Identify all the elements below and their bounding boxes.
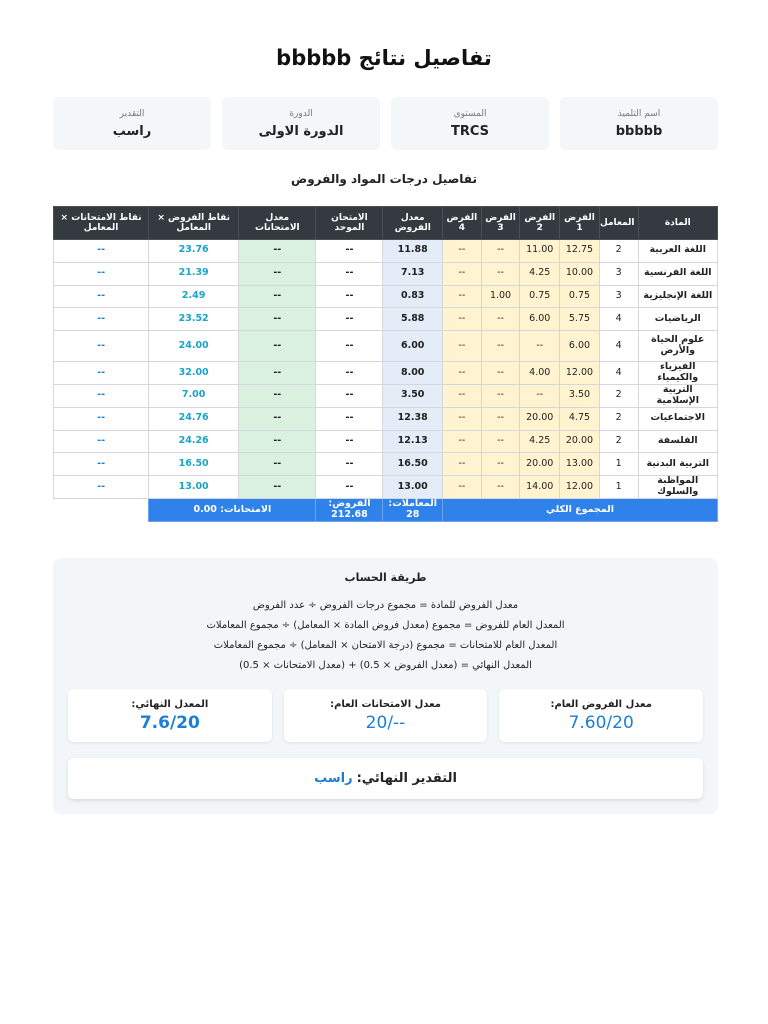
exams-average-cell: --	[239, 240, 316, 263]
test-points-cell: 23.76	[149, 240, 239, 263]
info-value: راسب	[112, 123, 152, 139]
subject-cell: التربية البدنية	[638, 453, 717, 476]
test1-cell: 12.75	[560, 240, 600, 263]
test2-cell: 6.00	[520, 308, 560, 331]
final-grade-card	[68, 758, 703, 799]
table-row	[54, 476, 718, 499]
info-card-grade	[53, 97, 211, 150]
coefficient-cell: 2	[599, 240, 638, 263]
test3-cell: --	[481, 476, 520, 499]
test2-cell: 4.25	[520, 430, 560, 453]
unified-exam-cell: --	[316, 453, 383, 476]
tests-average-cell: 13.00	[383, 476, 443, 499]
coefficient-cell: 4	[599, 362, 638, 385]
unified-exam-cell: --	[316, 407, 383, 430]
subject-cell: الفلسفة	[638, 430, 717, 453]
exam-points-cell: --	[54, 476, 149, 499]
test3-cell: 1.00	[481, 285, 520, 308]
test4-cell: --	[443, 362, 482, 385]
test1-cell: 0.75	[560, 285, 600, 308]
test4-cell: --	[443, 240, 482, 263]
exam-points-cell: --	[54, 331, 149, 362]
test2-cell: --	[520, 385, 560, 408]
exam-points-cell: --	[54, 453, 149, 476]
exams-average-cell: --	[239, 285, 316, 308]
test-points-cell: 32.00	[149, 362, 239, 385]
test2-cell: 20.00	[520, 453, 560, 476]
tests-average-cell: 11.88	[383, 240, 443, 263]
tests-average-cell: 16.50	[383, 453, 443, 476]
column-header: الفرض 1	[560, 207, 600, 240]
info-card-session	[222, 97, 380, 150]
test2-cell: 14.00	[520, 476, 560, 499]
total-row	[54, 499, 718, 522]
info-label: الدورة	[289, 108, 313, 119]
test3-cell: --	[481, 308, 520, 331]
test1-cell: 20.00	[560, 430, 600, 453]
formula-test-average: معدل الفروض للمادة = مجموع درجات الفروض ÷ عدد الفروض	[252, 600, 519, 611]
test3-cell: --	[481, 430, 520, 453]
test1-cell: 3.50	[560, 385, 600, 408]
calculation-panel	[53, 558, 718, 814]
formula-general-exam-average: المعدل العام للامتحانات = مجموع (درجة الامتحان × المعامل) ÷ مجموع المعاملات	[213, 640, 558, 651]
tests-average-cell: 0.83	[383, 285, 443, 308]
formula-final-average: المعدل النهائي = (معدل الفروض × 0.5) + (معدل الامتحانات × 0.5)	[239, 660, 532, 671]
subject-cell: الفيزياء والكيمياء	[638, 362, 717, 385]
info-label: التقدير	[119, 108, 145, 119]
unified-exam-cell: --	[316, 476, 383, 499]
exam-points-cell: --	[54, 240, 149, 263]
table-row	[54, 308, 718, 331]
section-title: تفاصيل درجات المواد والفروض	[291, 172, 477, 186]
test4-cell: --	[443, 476, 482, 499]
exams-average-cell: --	[239, 453, 316, 476]
result-value: --/20	[365, 712, 406, 733]
coefficient-cell: 4	[599, 308, 638, 331]
result-cards	[68, 689, 703, 742]
column-header: معدل الفروض	[383, 207, 443, 240]
test1-cell: 12.00	[560, 476, 600, 499]
tests-average-cell: 7.13	[383, 262, 443, 285]
test3-cell: --	[481, 331, 520, 362]
subject-cell: اللغة العربية	[638, 240, 717, 263]
formula-general-test-average: المعدل العام للفروض = مجموع (معدل فروض المادة × المعامل) ÷ مجموع المعاملات	[206, 620, 565, 631]
test2-cell: 11.00	[520, 240, 560, 263]
tests-average-cell: 3.50	[383, 385, 443, 408]
subject-cell: التربية الإسلامية	[638, 385, 717, 408]
info-value: TRCS	[450, 123, 490, 139]
test3-cell: --	[481, 240, 520, 263]
info-label: المستوى	[453, 108, 487, 119]
unified-exam-cell: --	[316, 308, 383, 331]
unified-exam-cell: --	[316, 262, 383, 285]
test1-cell: 13.00	[560, 453, 600, 476]
exams-average-cell: --	[239, 385, 316, 408]
coefficient-cell: 2	[599, 430, 638, 453]
exam-points-cell: --	[54, 362, 149, 385]
test1-cell: 12.00	[560, 362, 600, 385]
total-exams-cell: الامتحانات: 0.00	[149, 499, 316, 522]
student-info-cards	[53, 97, 718, 150]
exams-average-cell: --	[239, 262, 316, 285]
exam-points-cell: --	[54, 308, 149, 331]
final-grade-label: التقدير النهائي:	[356, 771, 457, 786]
info-label: اسم التلميذ	[617, 108, 661, 119]
exams-average-cell: --	[239, 407, 316, 430]
test2-cell: 4.25	[520, 262, 560, 285]
table-row	[54, 430, 718, 453]
unified-exam-cell: --	[316, 430, 383, 453]
test-points-cell: 24.00	[149, 331, 239, 362]
test4-cell: --	[443, 262, 482, 285]
test-points-cell: 2.49	[149, 285, 239, 308]
table-header-row	[54, 207, 718, 240]
calculation-title: طريقة الحساب	[344, 571, 427, 584]
result-value: 7.6/20	[139, 712, 200, 733]
column-header: المعامل	[599, 207, 638, 240]
test3-cell: --	[481, 385, 520, 408]
exams-average-cell: --	[239, 331, 316, 362]
tests-average-cell: 8.00	[383, 362, 443, 385]
test-points-cell: 23.52	[149, 308, 239, 331]
result-label: المعدل النهائي:	[131, 698, 209, 710]
table-row	[54, 407, 718, 430]
coefficient-cell: 1	[599, 476, 638, 499]
result-card-test-average	[499, 689, 703, 742]
subject-cell: الرياضيات	[638, 308, 717, 331]
test3-cell: --	[481, 407, 520, 430]
test-points-cell: 24.26	[149, 430, 239, 453]
column-header: المادة	[638, 207, 717, 240]
coefficient-cell: 2	[599, 407, 638, 430]
coefficient-cell: 3	[599, 285, 638, 308]
column-header: الفرض 4	[443, 207, 482, 240]
table-row	[54, 362, 718, 385]
info-card-level	[391, 97, 549, 150]
tests-average-cell: 12.38	[383, 407, 443, 430]
exam-points-cell: --	[54, 385, 149, 408]
table-row	[54, 285, 718, 308]
test2-cell: 0.75	[520, 285, 560, 308]
exam-points-cell: --	[54, 430, 149, 453]
coefficient-cell: 1	[599, 453, 638, 476]
exams-average-cell: --	[239, 362, 316, 385]
exams-average-cell: --	[239, 308, 316, 331]
unified-exam-cell: --	[316, 240, 383, 263]
test1-cell: 6.00	[560, 331, 600, 362]
table-row	[54, 262, 718, 285]
result-value: 7.60/20	[568, 712, 634, 733]
test2-cell: 4.00	[520, 362, 560, 385]
column-header: الفرض 3	[481, 207, 520, 240]
info-value: bbbbb	[615, 123, 663, 139]
coefficient-cell: 3	[599, 262, 638, 285]
tests-average-cell: 6.00	[383, 331, 443, 362]
test4-cell: --	[443, 453, 482, 476]
subject-cell: اللغة الفرنسية	[638, 262, 717, 285]
test-points-cell: 24.76	[149, 407, 239, 430]
exams-average-cell: --	[239, 476, 316, 499]
exams-average-cell: --	[239, 430, 316, 453]
final-grade-value: راسب	[314, 771, 353, 786]
total-coefficients-cell: المعاملات: 28	[383, 499, 443, 522]
coefficient-cell: 2	[599, 385, 638, 408]
test2-cell: --	[520, 331, 560, 362]
grades-table	[53, 206, 718, 522]
exam-points-cell: --	[54, 262, 149, 285]
table-row	[54, 385, 718, 408]
tests-average-cell: 5.88	[383, 308, 443, 331]
tests-average-cell: 12.13	[383, 430, 443, 453]
result-label: معدل الفروض العام:	[550, 698, 652, 710]
subject-cell: المواظبة والسلوك	[638, 476, 717, 499]
column-header: الامتحان الموحد	[316, 207, 383, 240]
unified-exam-cell: --	[316, 362, 383, 385]
subject-cell: الاجتماعيات	[638, 407, 717, 430]
column-header: الفرض 2	[520, 207, 560, 240]
total-label-cell: المجموع الكلي	[443, 499, 718, 522]
test2-cell: 20.00	[520, 407, 560, 430]
test4-cell: --	[443, 430, 482, 453]
test4-cell: --	[443, 308, 482, 331]
total-tests-cell: الفروض: 212.68	[316, 499, 383, 522]
table-row	[54, 240, 718, 263]
result-label: معدل الامتحانات العام:	[330, 698, 441, 710]
test-points-cell: 16.50	[149, 453, 239, 476]
result-card-final-average	[68, 689, 272, 742]
subject-cell: اللغة الإنجليزية	[638, 285, 717, 308]
test-points-cell: 7.00	[149, 385, 239, 408]
test1-cell: 5.75	[560, 308, 600, 331]
exam-points-cell: --	[54, 407, 149, 430]
column-header: معدل الامتحانات	[239, 207, 316, 240]
info-value: الدورة الاولى	[258, 123, 344, 139]
page-title: تفاصيل نتائج bbbbb	[276, 46, 492, 70]
test3-cell: --	[481, 262, 520, 285]
unified-exam-cell: --	[316, 385, 383, 408]
test1-cell: 10.00	[560, 262, 600, 285]
test3-cell: --	[481, 453, 520, 476]
test4-cell: --	[443, 285, 482, 308]
exam-points-cell: --	[54, 285, 149, 308]
column-header: نقاط الفروض × المعامل	[149, 207, 239, 240]
info-card-student-name	[560, 97, 718, 150]
test3-cell: --	[481, 362, 520, 385]
column-header: نقاط الامتحانات × المعامل	[54, 207, 149, 240]
test4-cell: --	[443, 331, 482, 362]
test-points-cell: 13.00	[149, 476, 239, 499]
unified-exam-cell: --	[316, 285, 383, 308]
result-card-exam-average	[284, 689, 488, 742]
test1-cell: 4.75	[560, 407, 600, 430]
table-row	[54, 453, 718, 476]
subject-cell: علوم الحياة والأرض	[638, 331, 717, 362]
test4-cell: --	[443, 407, 482, 430]
test-points-cell: 21.39	[149, 262, 239, 285]
table-row	[54, 331, 718, 362]
test4-cell: --	[443, 385, 482, 408]
total-empty-cell	[54, 499, 149, 522]
coefficient-cell: 4	[599, 331, 638, 362]
unified-exam-cell: --	[316, 331, 383, 362]
